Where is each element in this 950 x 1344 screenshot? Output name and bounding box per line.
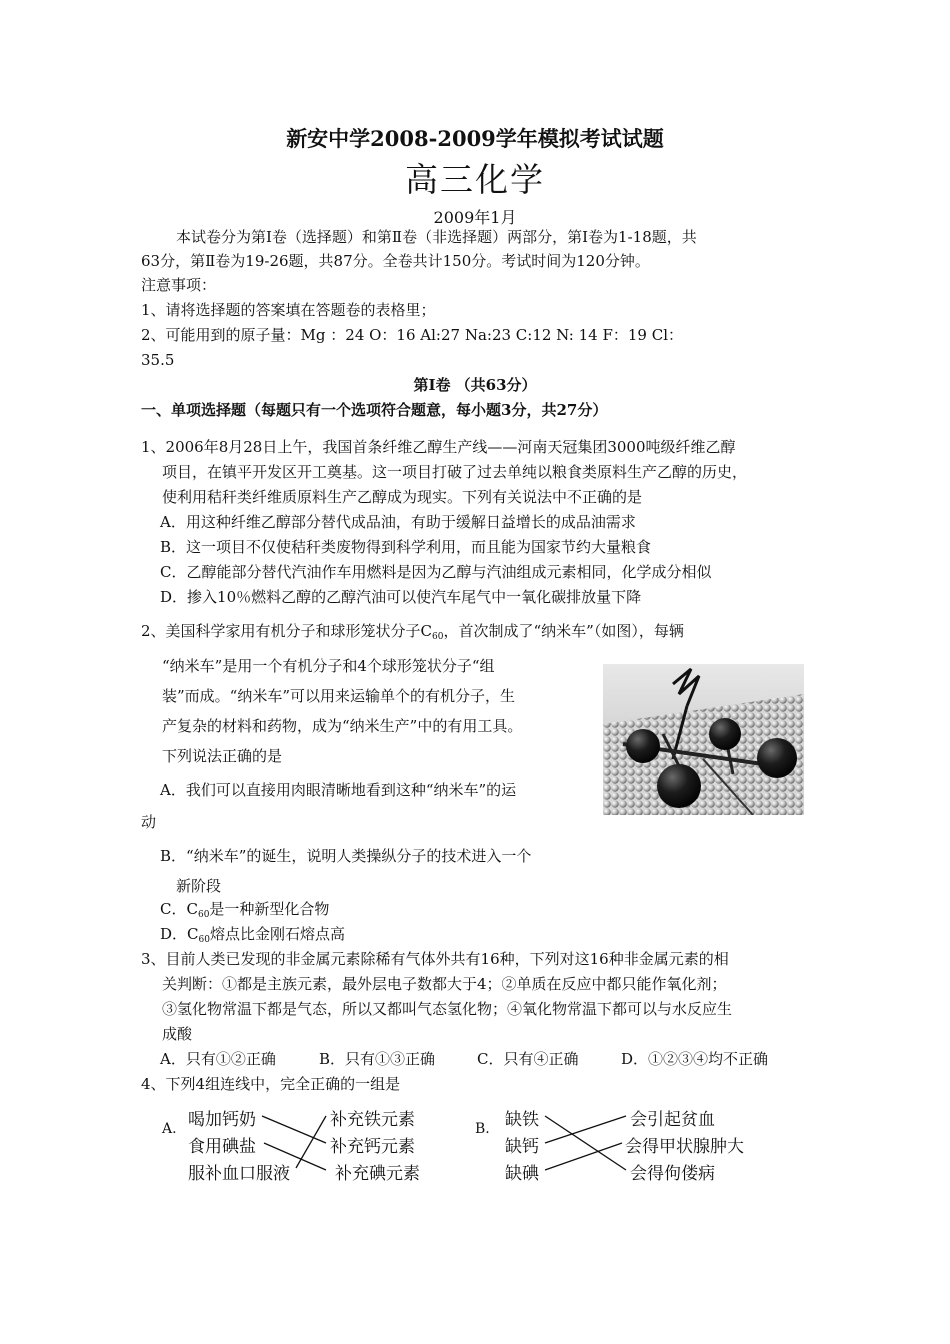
- q1-option-a: A．用这种纤维乙醇部分替代成品油，有助于缓解日益增长的成品油需求: [160, 513, 636, 531]
- q2-option-d-post: 熔点比金刚石熔点高: [209, 925, 345, 943]
- q2-stem-5: 下列说法正确的是: [162, 747, 283, 765]
- q3-option-c: C．只有④正确: [477, 1050, 579, 1068]
- q2-stem-1b: ，首次制成了“纳米车”（如图），每辆: [443, 622, 684, 640]
- part1-heading: 第Ⅰ卷 （共63分）: [413, 376, 537, 394]
- q2-stem-1a: 2、美国科学家用有机分子和球形笼状分子C: [141, 622, 433, 640]
- q4-b-left-2: 缺钙: [505, 1137, 539, 1157]
- q3-option-d: D．①②③④均不正确: [621, 1050, 769, 1068]
- q1-stem-1: 1、2006年8月28日上午，我国首条纤维乙醇生产线——河南天冠集团3000吨级纤维乙醇: [141, 438, 736, 456]
- q4-b-line-3: [545, 1143, 622, 1170]
- q2-stem-1: [141, 620, 684, 648]
- exam-date: 2009年1月: [433, 208, 517, 227]
- q4-b-right-1: 会引起贫血: [630, 1110, 715, 1130]
- q2-option-a-cont: 动: [141, 813, 157, 831]
- notice-2: 2、可能用到的原子量：Mg ：24 O：16 Al:27 Na:23 C:12 N: 14 F：19 Cl：: [141, 326, 683, 344]
- q1-option-b: B．这一项目不仅使秸秆类废物得到科学利用，而且能为国家节约大量粮食: [160, 538, 652, 556]
- q2-option-c: [160, 898, 329, 926]
- q2-option-b: B．“纳米车”的诞生，说明人类操纵分子的技术进入一个: [160, 847, 532, 865]
- q2-option-d-subscript: 60: [198, 935, 210, 945]
- q3-stem-4: 成酸: [162, 1025, 193, 1043]
- q4-a-left-3: 服补血口服液: [188, 1164, 290, 1184]
- q4-b-left-3: 缺碘: [505, 1164, 539, 1184]
- q3-option-a: A．只有①②正确: [160, 1050, 276, 1068]
- q2-option-c-post: 是一种新型化合物: [209, 900, 330, 918]
- q4-b-line-1: [545, 1116, 626, 1170]
- q1-option-c: C．乙醇能部分替代汽油作车用燃料是因为乙醇与汽油组成元素相同，化学成分相似: [160, 563, 712, 581]
- q1-option-d: D．掺入10％燃料乙醇的乙醇汽油可以使汽车尾气中一氧化碳排放量下降: [160, 588, 642, 606]
- q2-option-c-pre: C．C: [160, 900, 198, 918]
- q2-option-c-subscript: 60: [197, 910, 210, 920]
- section1-heading: 一、单项选择题（每题只有一个选项符合题意，每小题3分，共27分）: [141, 401, 608, 419]
- q4-stem: 4、下列4组连线中，完全正确的一组是: [141, 1075, 401, 1093]
- notice-2-cont: 35.5: [141, 351, 175, 369]
- q4-b-label: B.: [475, 1121, 490, 1137]
- q2-option-b-cont: 新阶段: [176, 877, 222, 895]
- q4-a-right-2: 补充钙元素: [330, 1137, 415, 1157]
- q4-a-line-1: [262, 1116, 326, 1143]
- q4-b-left-1: 缺铁: [505, 1110, 539, 1130]
- q4-a-left-2: 食用碘盐: [188, 1137, 256, 1157]
- school-exam-title: 新安中学2008-2009学年模拟考试试题: [286, 126, 664, 151]
- nanocar-illustration: [603, 664, 804, 815]
- q4-b-line-2: [545, 1116, 626, 1143]
- notice-label: 注意事项：: [141, 276, 217, 294]
- q4-a-right-1: 补充铁元素: [330, 1110, 415, 1130]
- q4-a-right-3: 补充碘元素: [335, 1164, 420, 1184]
- nanocar-image: [603, 664, 804, 815]
- q2-option-d: [160, 923, 345, 951]
- q2-option-d-pre: D．C: [160, 925, 199, 943]
- subject-title: 高三化学: [405, 160, 545, 199]
- q4-b-right-2: 会得甲状腺肿大: [625, 1137, 744, 1157]
- q2-stem-1-subscript: 60: [432, 632, 444, 642]
- intro-line-2: 63分，第Ⅱ卷为19-26题，共87分。全卷共计150分。考试时间为120分钟。: [141, 252, 650, 270]
- q4-b-right-3: 会得佝偻病: [630, 1164, 715, 1184]
- q2-stem-3: 装”而成。“纳米车”可以用来运输单个的有机分子，生: [162, 687, 516, 705]
- q3-stem-3: ③氢化物常温下都是气态，所以又都叫气态氢化物；④氧化物常温下都可以与水反应生: [162, 1000, 733, 1018]
- q2-option-a: A．我们可以直接用肉眼清晰地看到这种“纳米车”的运: [160, 781, 517, 799]
- intro-line-1: 本试卷分为第Ⅰ卷（选择题）和第Ⅱ卷（非选择题）两部分，第Ⅰ卷为1-18题，共: [176, 228, 697, 246]
- q4-a-left-1: 喝加钙奶: [188, 1110, 256, 1130]
- q4-a-line-3: [296, 1116, 326, 1168]
- q2-stem-2: “纳米车”是用一个有机分子和4个球形笼状分子“组: [162, 657, 495, 675]
- q4-a-label: A.: [162, 1121, 177, 1137]
- q3-stem-1: 3、目前人类已发现的非金属元素除稀有气体外共有16种，下列对这16种非金属元素的相: [141, 950, 729, 968]
- q2-stem-4: 产复杂的材料和药物，成为“纳米生产”中的有用工具。: [162, 717, 523, 735]
- q3-stem-2: 关判断：①都是主族元素，最外层电子数都大于4；②单质在反应中都只能作氧化剂；: [162, 975, 727, 993]
- q1-stem-2: 项目，在镇平开发区开工奠基。这一项目打破了过去单纯以粮食类原料生产乙醇的历史，: [162, 463, 748, 481]
- q3-option-b: B．只有①③正确: [319, 1050, 436, 1068]
- q1-stem-3: 使利用秸秆类纤维质原料生产乙醇成为现实。下列有关说法中不正确的是: [162, 488, 643, 506]
- notice-1: 1、请将选择题的答案填在答题卷的表格里；: [141, 301, 436, 319]
